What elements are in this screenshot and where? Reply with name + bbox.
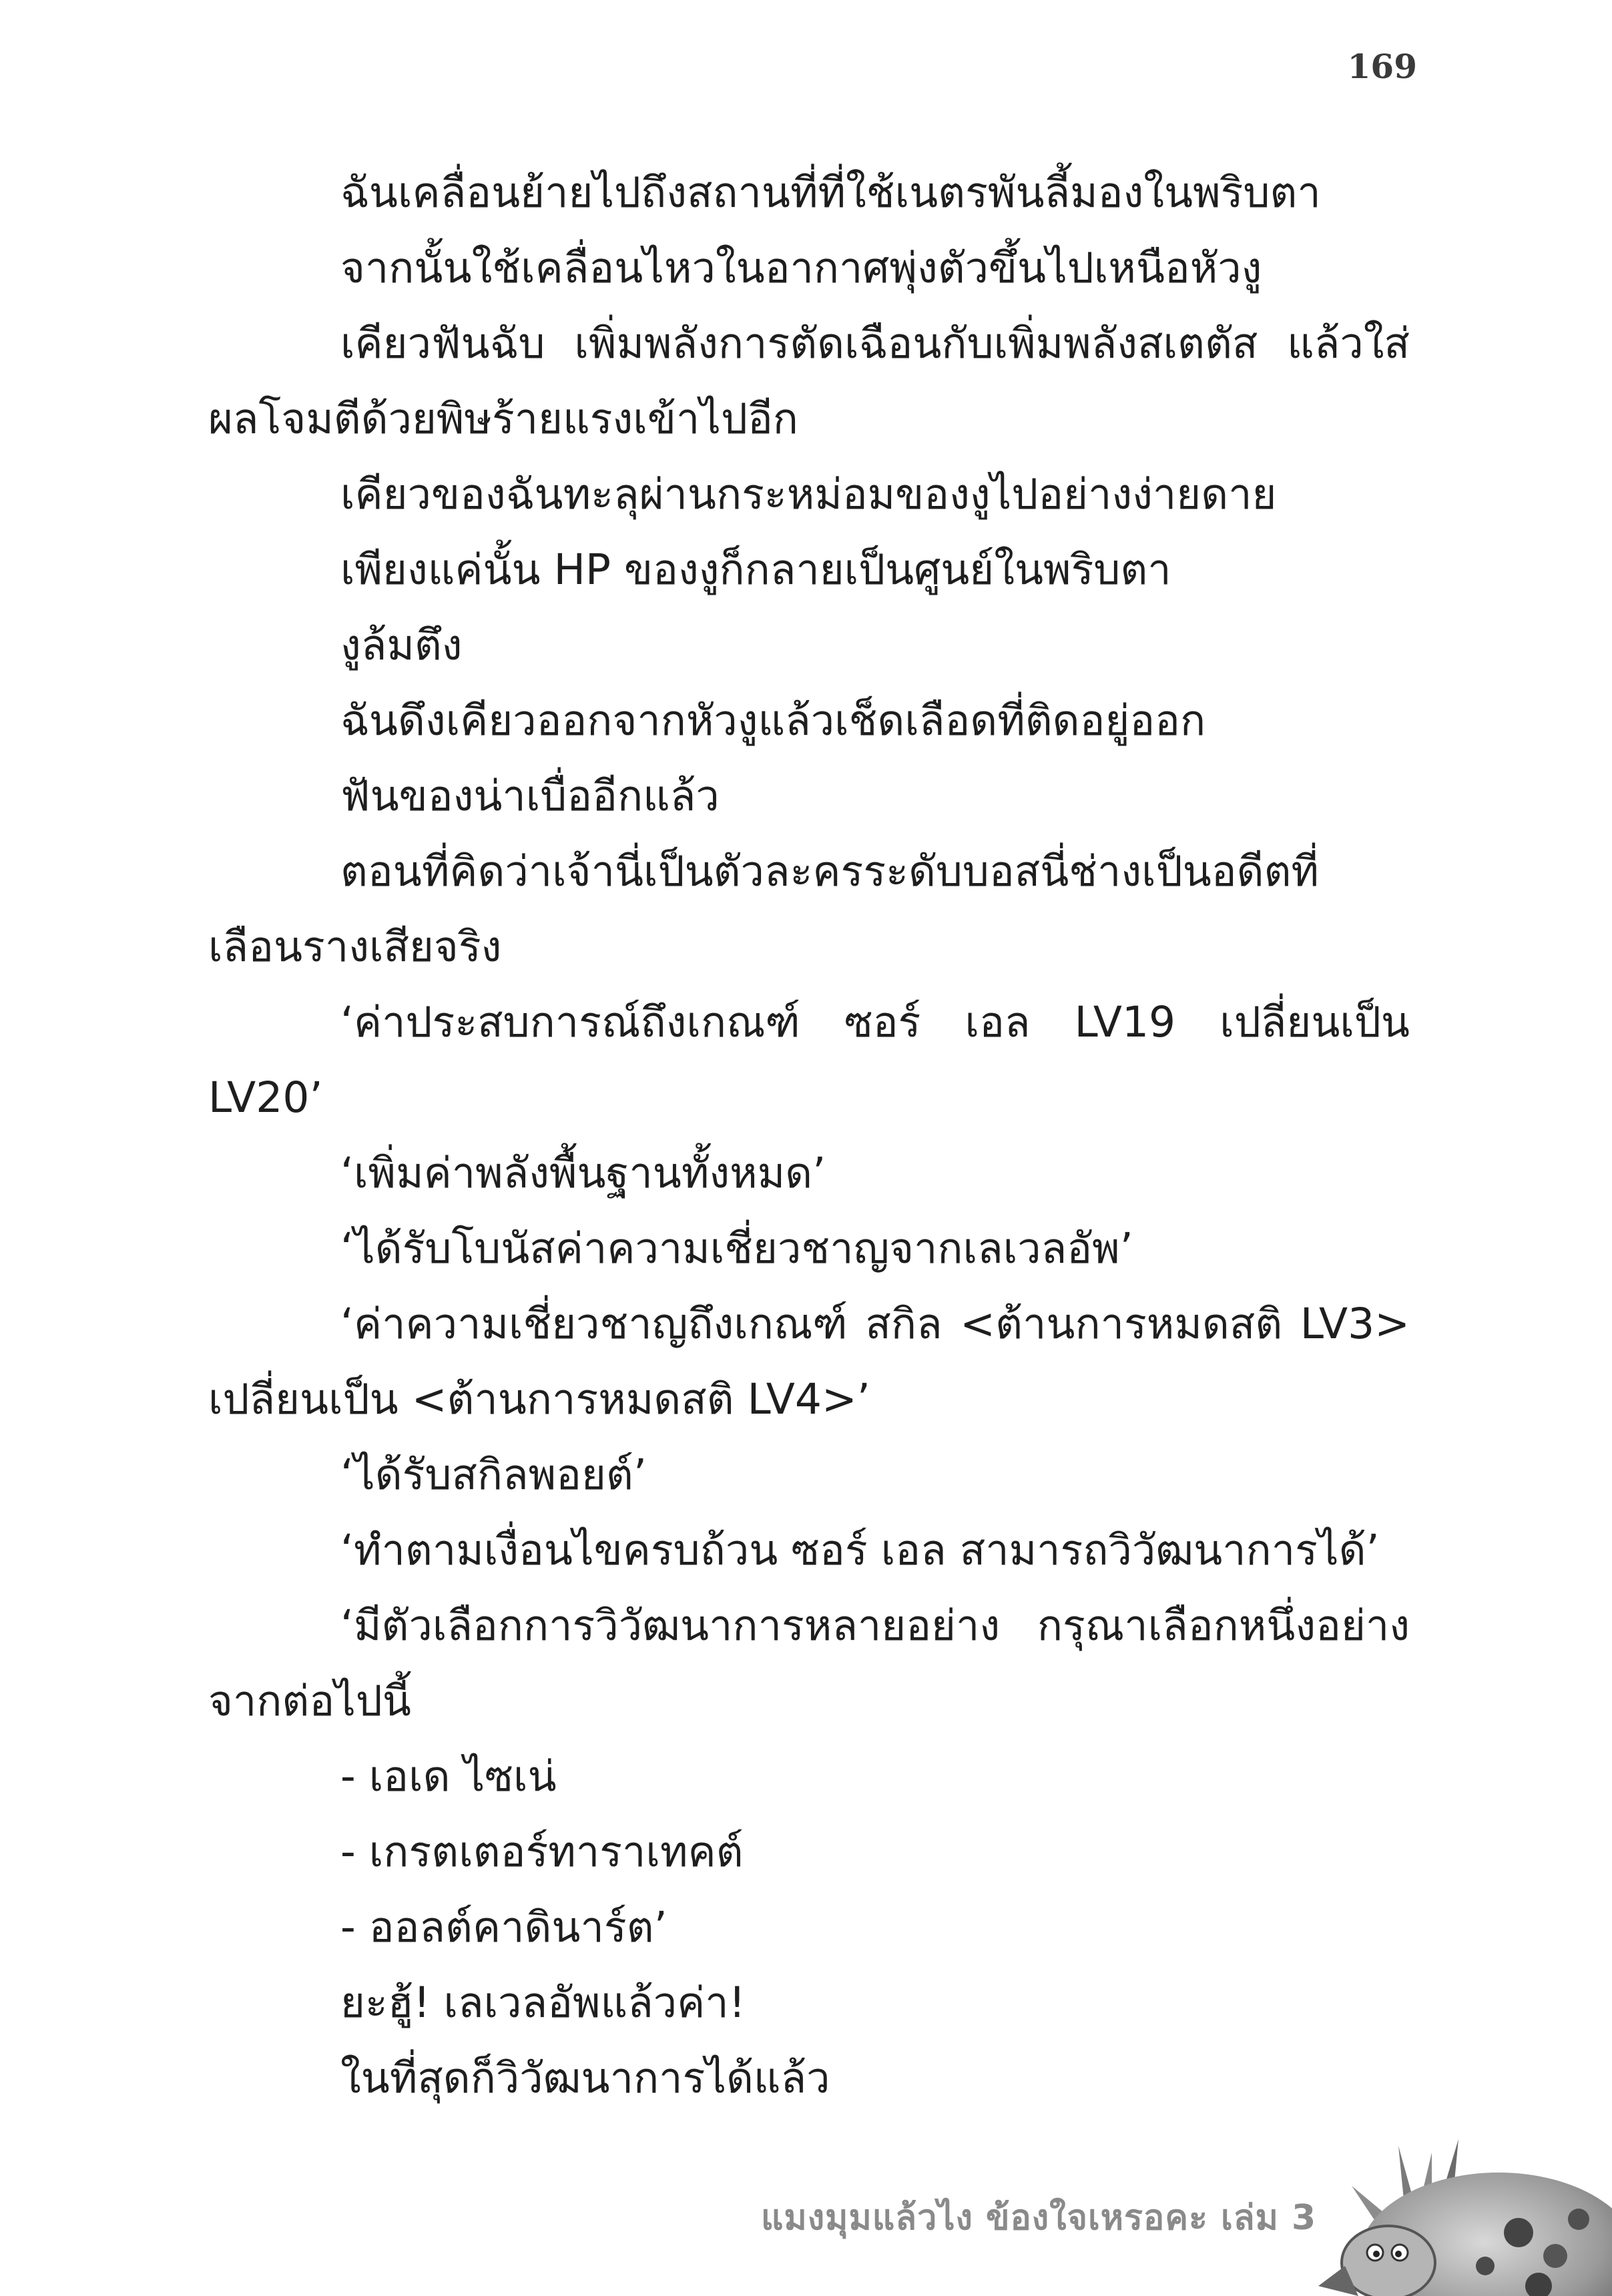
paragraph: ‘ได้รับโบนัสค่าความเชี่ยวชาญจากเลเวลอัพ’: [340, 1224, 1133, 1273]
body-text: [208, 155, 1410, 2116]
paragraph: ‘ค่าความเชี่ยวชาญถึงเกณฑ์ สกิล <ต้านการหมดสติ LV3> เปลี่ยนเป็น <ต้านการหมดสติ LV4>’: [208, 1300, 1410, 1424]
paragraph: - เอเด ไซเน่: [340, 1752, 557, 1801]
spider-egg-illustration: [1298, 2132, 1612, 2296]
book-title-footer: แมงมุมแล้วไง ข้องใจเหรอคะ เล่ม 3: [761, 2198, 1317, 2238]
paragraph: ‘ทำตามเงื่อนไขครบถ้วน ซอร์ เอล สามารถวิวัฒนาการได้’: [340, 1526, 1380, 1574]
paragraph: ยะฮู้! เลเวลอัพแล้วค่า!: [340, 1978, 746, 2027]
paragraph: ‘เพิ่มค่าพลังพื้นฐานทั้งหมด’: [340, 1149, 826, 1197]
paragraph: ฉันเคลื่อนย้ายไปถึงสถานที่ที่ใช้เนตรพันลี้มองในพริบตา: [340, 168, 1321, 217]
paragraph: งูล้มตึง: [340, 621, 463, 669]
paragraph: - เกรตเตอร์ทาราเทคต์: [340, 1827, 744, 1876]
paragraph: ‘ได้รับสกิลพอยต์’: [340, 1450, 647, 1499]
paragraph: - ออลต์คาดินาร์ต’: [340, 1903, 667, 1952]
paragraph: เคียวของฉันทะลุผ่านกระหม่อมของงูไปอย่างง่ายดาย: [340, 470, 1277, 519]
paragraph: ฉันดึงเคียวออกจากหัวงูแล้วเช็ดเลือดที่ติดอยู่ออก: [340, 696, 1206, 745]
paragraph: จากนั้นใช้เคลื่อนไหวในอากาศพุ่งตัวขึ้นไปเหนือหัวงู: [340, 244, 1262, 292]
page-number: 169: [1347, 47, 1417, 86]
paragraph: ฟันของน่าเบื่ออีกแล้ว: [340, 772, 720, 820]
paragraph: ‘ค่าประสบการณ์ถึงเกณฑ์ ซอร์ เอล LV19 เปลี่ยนเป็น LV20’: [208, 998, 1410, 1122]
paragraph: ‘มีตัวเลือกการวิวัฒนาการหลายอย่าง กรุณาเลือกหนึ่งอย่างจากต่อไปนี้: [208, 1601, 1410, 1725]
paragraph: ในที่สุดก็วิวัฒนาการได้แล้ว: [340, 2054, 830, 2102]
paragraph: เคียวฟันฉับ เพิ่มพลังการตัดเฉือนกับเพิ่มพลังสเตตัส แล้วใส่ผลโจมตีด้วยพิษร้ายแรงเข้าไปอีก: [208, 319, 1410, 443]
paragraph: ตอนที่คิดว่าเจ้านี่เป็นตัวละครระดับบอสนี่ช่างเป็นอดีตที่เลือนรางเสียจริง: [208, 847, 1319, 971]
paragraph: เพียงแค่นั้น HP ของงูก็กลายเป็นศูนย์ในพริบตา: [340, 545, 1171, 594]
